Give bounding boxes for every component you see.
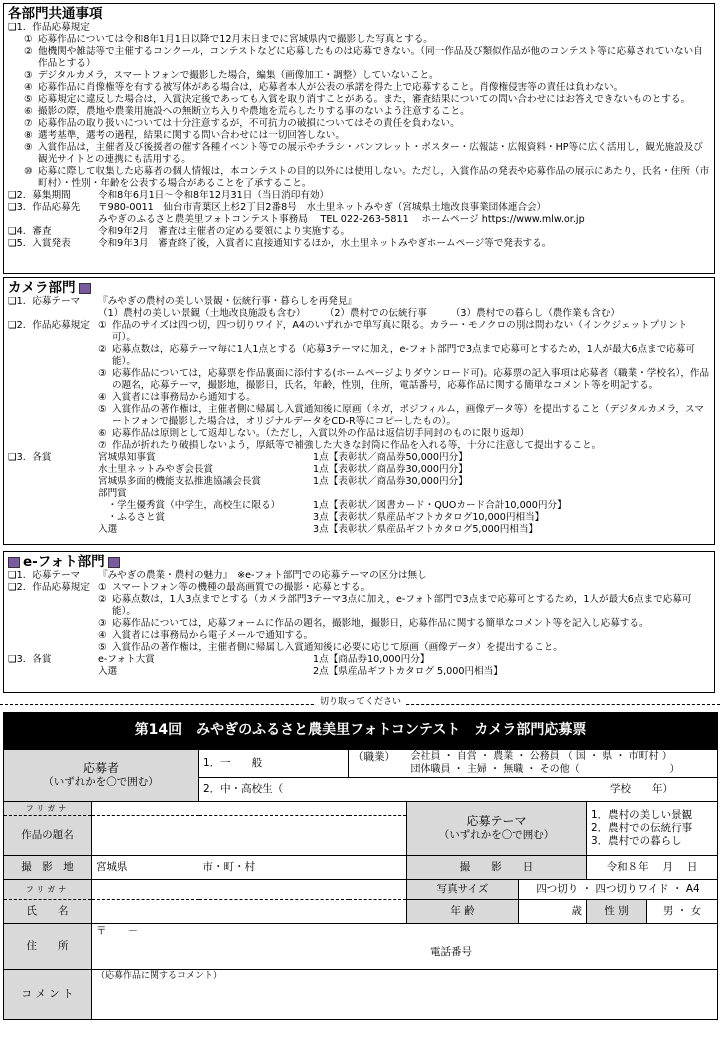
prize-award: 3点【表彰状／県産品ギフトカタログ5,000円相当】 [313, 523, 539, 535]
prize-award: 3点【表彰状／県産品ギフトカタログ10,000円相当】 [313, 511, 545, 523]
title-label: 作品の題名 [4, 816, 92, 856]
name-label: 氏 名 [4, 900, 92, 924]
rule-item [98, 630, 710, 642]
job-options-1: 会社員 ・ 自営 ・ 農業 ・ 公務員 （ 国 ・ 県 ・ 市町村 ） [410, 751, 672, 762]
title-furigana-field[interactable] [92, 802, 407, 816]
period-row [8, 190, 710, 202]
prize-name: 水土里ネットみやぎ会長賞 [98, 463, 214, 475]
camera-prizes-list [98, 452, 710, 536]
theme-option-2[interactable]: 2．農村での伝統行事 [591, 821, 693, 834]
prize-award: 1点【商品券10,000円分】 [313, 654, 430, 666]
rule-item [8, 82, 710, 94]
sex-field[interactable]: 男 ・ 女 [647, 900, 718, 924]
judge-row [8, 226, 710, 238]
rule-text: 作品が折れたり破損しないよう，厚紙等で補強した大きな封筒に作品を入れる等，十分に注意して提出すること。 [112, 440, 602, 451]
camera-theme-row [8, 296, 710, 308]
rule-number: ④ [98, 392, 107, 404]
camera-section [3, 277, 715, 545]
common-section [3, 3, 715, 274]
rule-text: 入賞作品の著作権は，主催者側に帰属し入賞通知後に必要に応じて原画（画像データ）を提出すること。 [112, 642, 563, 654]
name-furigana-label: フリガナ [4, 880, 92, 900]
phone-icon [8, 557, 20, 568]
rule-number: ⑤ [98, 404, 107, 416]
dest-label: ❑3．作品応募先 [8, 201, 81, 213]
prize-name: 入選 [98, 523, 118, 535]
rule-number: ⑨ [24, 142, 33, 154]
prize-name: 入選 [98, 666, 118, 678]
rule-number: ① [24, 34, 33, 46]
rule-item [98, 404, 710, 428]
place-label: 撮 影 地 [4, 856, 92, 880]
rule-number: ⑤ [98, 642, 107, 654]
rule-number: ② [98, 344, 107, 356]
prize-row [98, 524, 710, 536]
announce-row [8, 238, 710, 250]
job-cell[interactable] [407, 750, 718, 778]
student-cell[interactable] [199, 778, 718, 802]
ephoto-rules-list [98, 582, 710, 654]
ephoto-theme: 『みやぎの農業・農村の魅力』 ※e-フォト部門での応募テーマの区分は無し [98, 570, 427, 582]
rule-item [98, 440, 710, 452]
date-field[interactable]: 令和８年 月 日 [587, 856, 718, 880]
prize-row [98, 488, 710, 500]
rule-item [98, 344, 710, 368]
camera-rules-row [8, 320, 710, 452]
dest-row-2 [8, 214, 710, 226]
applicant-label: 応募者 [82, 761, 119, 776]
judge-label: ❑4．審査 [8, 225, 52, 237]
theme-cell [407, 802, 587, 856]
place-prefecture: 宮城県 [92, 856, 199, 880]
prize-name: e-フォト大賞 [98, 654, 155, 666]
rule-text: 入賞作品の著作権は，主催者側に帰属し入賞通知後に原画（ネガ，ポジフィルム，画像データ等）を提出すること（デジタルカメラ，スマートフォンで撮影した場合は，オリジナルデータをCD-R等にコピーしたもの）。 [112, 404, 705, 428]
ephoto-rules-row [8, 582, 710, 654]
prize-row [98, 500, 710, 512]
camera-theme: 『みやぎの農村の美しい景観・伝統行事・暮らしを再発見』 [98, 296, 358, 308]
announce-label: ❑5．入賞発表 [8, 237, 71, 249]
rule-number: ⑤ [24, 94, 33, 106]
rule-text: 入賞者には事務局から電子メールで通知する。 [112, 630, 314, 642]
rule-text: 応募作品については令和8年1月1日以降で12月末日までに宮城県内で撮影した写真とする。 [38, 34, 433, 46]
rule-item [8, 46, 710, 70]
ephoto-prizes-list [98, 654, 710, 678]
prize-award: 1点【表彰状／図書カード・QUOカード合計10,000円分】 [313, 499, 567, 511]
common-rules-heading: ❑1．作品応募規定 [8, 22, 90, 34]
rule-text: 応募点数は，1人3点までとする（カメラ部門3テーマ3点に加え，e-フォト部門で3点まで応募可とするため，1人が最大6点まで応募可能）。 [112, 594, 692, 618]
rule-number: ⑧ [24, 130, 33, 142]
ephoto-prizes-label: ❑3．各賞 [8, 654, 52, 666]
applicant-cell [4, 750, 199, 802]
phone-label: 電話番号 [430, 946, 472, 958]
rule-item [8, 130, 710, 142]
rule-item [98, 428, 710, 440]
rule-item [8, 166, 710, 190]
rule-item [98, 320, 710, 344]
rule-item [98, 368, 710, 392]
rule-number: ⑦ [98, 440, 107, 451]
dest-value-1: 〒980-0011 仙台市青葉区上杉2丁目2番8号 水土里ネットみやぎ（宮城県土地改良事業団体連合会） [98, 201, 547, 213]
theme-options[interactable] [587, 802, 718, 856]
rule-number: ⑥ [24, 106, 33, 118]
rule-item [8, 142, 710, 166]
ephoto-theme-row [8, 570, 710, 582]
rule-text: 入賞者には事務局から通知する。 [112, 392, 256, 404]
rule-number: ④ [24, 82, 33, 94]
age-label: 年 齢 [407, 900, 519, 924]
camera-prizes-row [8, 452, 710, 536]
common-title: 各部門共通事項 [8, 6, 103, 22]
rule-number: ⑥ [98, 428, 107, 440]
ephoto-rules-label: ❑2．作品応募規定 [8, 582, 90, 594]
rule-text: 応募に際して収集した応募者の個人情報は，本コンテストの目的以外には使用しない。ただし，入賞作品の発表や応募作品の展示にあたり，氏名・住所（市町村）・性別・年齢を公表する場合があることを了承すること。 [38, 166, 710, 189]
camera-icon [79, 283, 91, 294]
camera-rules-list [98, 320, 710, 452]
name-furigana-field[interactable] [92, 880, 407, 900]
common-rules-list [8, 34, 710, 190]
camera-theme-options: （1）農村の美しい景観（土地改良施設も含む） （2）農村での伝統行事 （3）農村での暮らし（農作業も含む） [98, 308, 620, 320]
camera-rules-label: ❑2．作品応募規定 [8, 320, 90, 332]
prize-name: ・ふるさと賞 [98, 511, 166, 523]
rule-text: 他機関や雑誌等で主催するコンクール，コンテストなどに応募したものは応募できない。（同一作品及び類似作品が他のコンテスト等に応募されていない自作品とする） [38, 46, 703, 70]
place-suffix[interactable]: 市・町・村 [199, 856, 407, 880]
date-label: 撮 影 日 [407, 856, 587, 880]
rule-text: 応募作品については，応募票を作品裏面に添付する(ホームページよりダウンロード可)。応募票の記入事項は応募者（職業・学校名），作品の題名，応募テーマ，撮影地，撮影日，氏名，年齢，性別，住所，電話番号，応募作品に関する簡単なコメント等を明記する。 [112, 368, 710, 392]
rule-item [98, 582, 710, 594]
rule-item [98, 392, 710, 404]
cut-line [0, 696, 720, 712]
rule-number: ② [98, 594, 107, 606]
size-label: 写真サイズ [407, 880, 519, 900]
form-title: 第14回 みやぎのふるさと農美里フォトコンテスト カメラ部門応募票 [4, 713, 718, 750]
prize-name: ・学生優秀賞（中学生，高校生に限る） [98, 499, 281, 511]
rule-text: 応募規定に違反した場合は，入賞決定後であっても入賞を取り消すことがある。また，審査結果についての問い合わせにはお答えできないものとする。 [38, 94, 691, 106]
school-field: 学校 年） [610, 782, 674, 795]
application-form [3, 712, 718, 1020]
rule-number: ① [98, 320, 107, 332]
rule-number: ⑦ [24, 118, 33, 130]
prize-row [98, 512, 710, 524]
comment-field[interactable] [92, 970, 718, 1020]
camera-title: カメラ部門 [8, 280, 76, 296]
rule-text: 応募作品の取り扱いについては十分注意するが，不可抗力の破損についてはその責任を負わない。 [38, 118, 460, 130]
job-options-2: 団体職員 ・ 主婦 ・ 無職 ・ その他（ ） [410, 763, 680, 775]
rule-text: 作品のサイズは四つ切，四つ切りワイド，A4のいずれかで単写真に限る。カラー・モノクロの別は問わない（インクジェットプリント可）。 [112, 320, 688, 344]
dest-value-2: みやぎのふるさと農美里フォトコンテスト事務局 TEL 022-263-5811 ホームページ https://www.mlw.or.jp [98, 213, 585, 225]
rule-item [98, 618, 710, 630]
sex-label: 性 別 [587, 900, 647, 924]
rule-text: 入賞作品は，主催者及び後援者の催す各種イベント等での展示やチラシ・パンフレット・ポスター・広報誌・広報資料・HP等に広く活用し，観光施設及び観光サイトとの連携にも活用する。 [38, 142, 703, 166]
theme-option-3[interactable]: 3．農村での暮らし [591, 835, 682, 848]
rule-text: 撮影の際，農地や農業用施設への無断立ち入りや農地を荒らしたりする事のないよう注意すること。 [38, 106, 470, 118]
comment-label: コ メ ン ト [4, 970, 92, 1020]
rule-text: 応募作品に肖像権等を有する被写体がある場合は，応募者本人が公表の承諾を得た上で応募すること。肖像権侵害等の責任は負わない。 [38, 82, 624, 94]
rule-number: ⑩ [24, 166, 33, 177]
dest-row [8, 202, 710, 214]
rule-item [98, 594, 710, 618]
prize-name: 宮城県多面的機能支払推進協議会長賞 [98, 475, 262, 487]
prize-award [313, 488, 710, 500]
prize-award: 1点【表彰状／商品券30,000円分】 [313, 463, 468, 475]
rule-text: スマートフォン等の機種の最高画質での撮影・応募とする。 [112, 582, 371, 594]
prize-award: 2点【県産品ギフトカタログ 5,000円相当】 [313, 666, 503, 678]
judge-value: 令和9年2月 審査は主催者の定める要領により実施する。 [98, 225, 351, 237]
name-field[interactable] [92, 900, 407, 924]
rule-number: ④ [98, 630, 107, 642]
rule-item [98, 642, 710, 654]
announce-value: 令和9年3月 審査終了後，入賞者に直接通知するほか，水土里ネットみやぎホームページ等で発表する。 [98, 237, 552, 249]
prize-name: 宮城県知事賞 [98, 451, 156, 463]
theme-option-1[interactable]: 1．農村の美しい景観 [591, 808, 693, 821]
job-label: （職業） [349, 750, 407, 778]
rule-text: 応募作品については，応募フォームに作品の題名，撮影地，撮影日，応募作品に関する簡単なコメント等を記入し応募する。 [112, 618, 649, 630]
prize-row [98, 666, 710, 678]
rule-item [8, 118, 710, 130]
prize-row [98, 654, 710, 666]
address-label: 住 所 [4, 924, 92, 970]
rule-item [8, 106, 710, 118]
rule-number: ② [24, 46, 33, 58]
phone-icon [108, 557, 120, 568]
rule-number: ① [98, 582, 107, 594]
camera-prizes-label: ❑3．各賞 [8, 451, 52, 463]
rule-item [8, 70, 710, 82]
prize-name: 部門賞 [98, 487, 127, 499]
prize-award: 1点【表彰状／商品券50,000円分】 [313, 451, 468, 463]
rule-number: ③ [24, 70, 33, 82]
period-label: ❑2．募集期間 [8, 189, 71, 201]
ephoto-title: e-フォト部門 [23, 554, 105, 570]
size-field[interactable]: 四つ切り ・ 四つ切りワイド ・ A4 [519, 880, 718, 900]
camera-theme-label: ❑1．応募テーマ [8, 296, 81, 308]
title-furigana-label: フリガナ [4, 802, 92, 816]
ephoto-section [3, 551, 715, 693]
period-value: 令和8年6月1日～令和8年12月31日（当日消印有効） [98, 189, 330, 201]
rule-number: ③ [98, 618, 107, 630]
theme-label: 応募テーマ [466, 814, 527, 829]
age-field[interactable]: 歳 [519, 900, 587, 924]
rule-number: ③ [98, 368, 107, 380]
ephoto-prizes-row [8, 654, 710, 678]
cut-line-text: 切り取ってください [316, 697, 405, 708]
prize-row [98, 464, 710, 476]
rule-text: デジタルカメラ，スマートフォンで撮影した場合，編集（画像加工・調整）していないこと。 [38, 70, 439, 82]
rule-text: 応募作品は原則として返却しない。（ただし，入賞以外の作品は返信切手同封のものに限り返却） [112, 428, 530, 440]
general-option[interactable]: 1．一 般 [199, 750, 349, 778]
postal-code: 〒 － [96, 925, 138, 937]
rule-text: 応募点数は，応募テーマ毎に1人1点とする（応募3テーマに加え，e-フォト部門で3点まで応募可とするため，1人が最大6点まで応募可能）。 [112, 344, 695, 368]
student-option: 2．中・高校生（ [203, 782, 284, 795]
prize-row [98, 476, 710, 488]
rule-item [8, 94, 710, 106]
applicant-note: （いずれかを〇で囲む） [43, 776, 159, 789]
rule-item [8, 34, 710, 46]
theme-note: （いずれかを〇で囲む） [438, 829, 555, 842]
prize-award: 1点【表彰状／商品券30,000円分】 [313, 475, 468, 487]
address-field[interactable] [92, 924, 718, 970]
comment-note: （応募作品に関するコメント） [96, 971, 223, 981]
ephoto-theme-label: ❑1．応募テーマ [8, 570, 81, 582]
rule-text: 選考基準，選考の過程，結果に関する問い合わせには一切回答しない。 [38, 130, 345, 142]
title-field[interactable] [92, 816, 407, 856]
prize-row [98, 452, 710, 464]
